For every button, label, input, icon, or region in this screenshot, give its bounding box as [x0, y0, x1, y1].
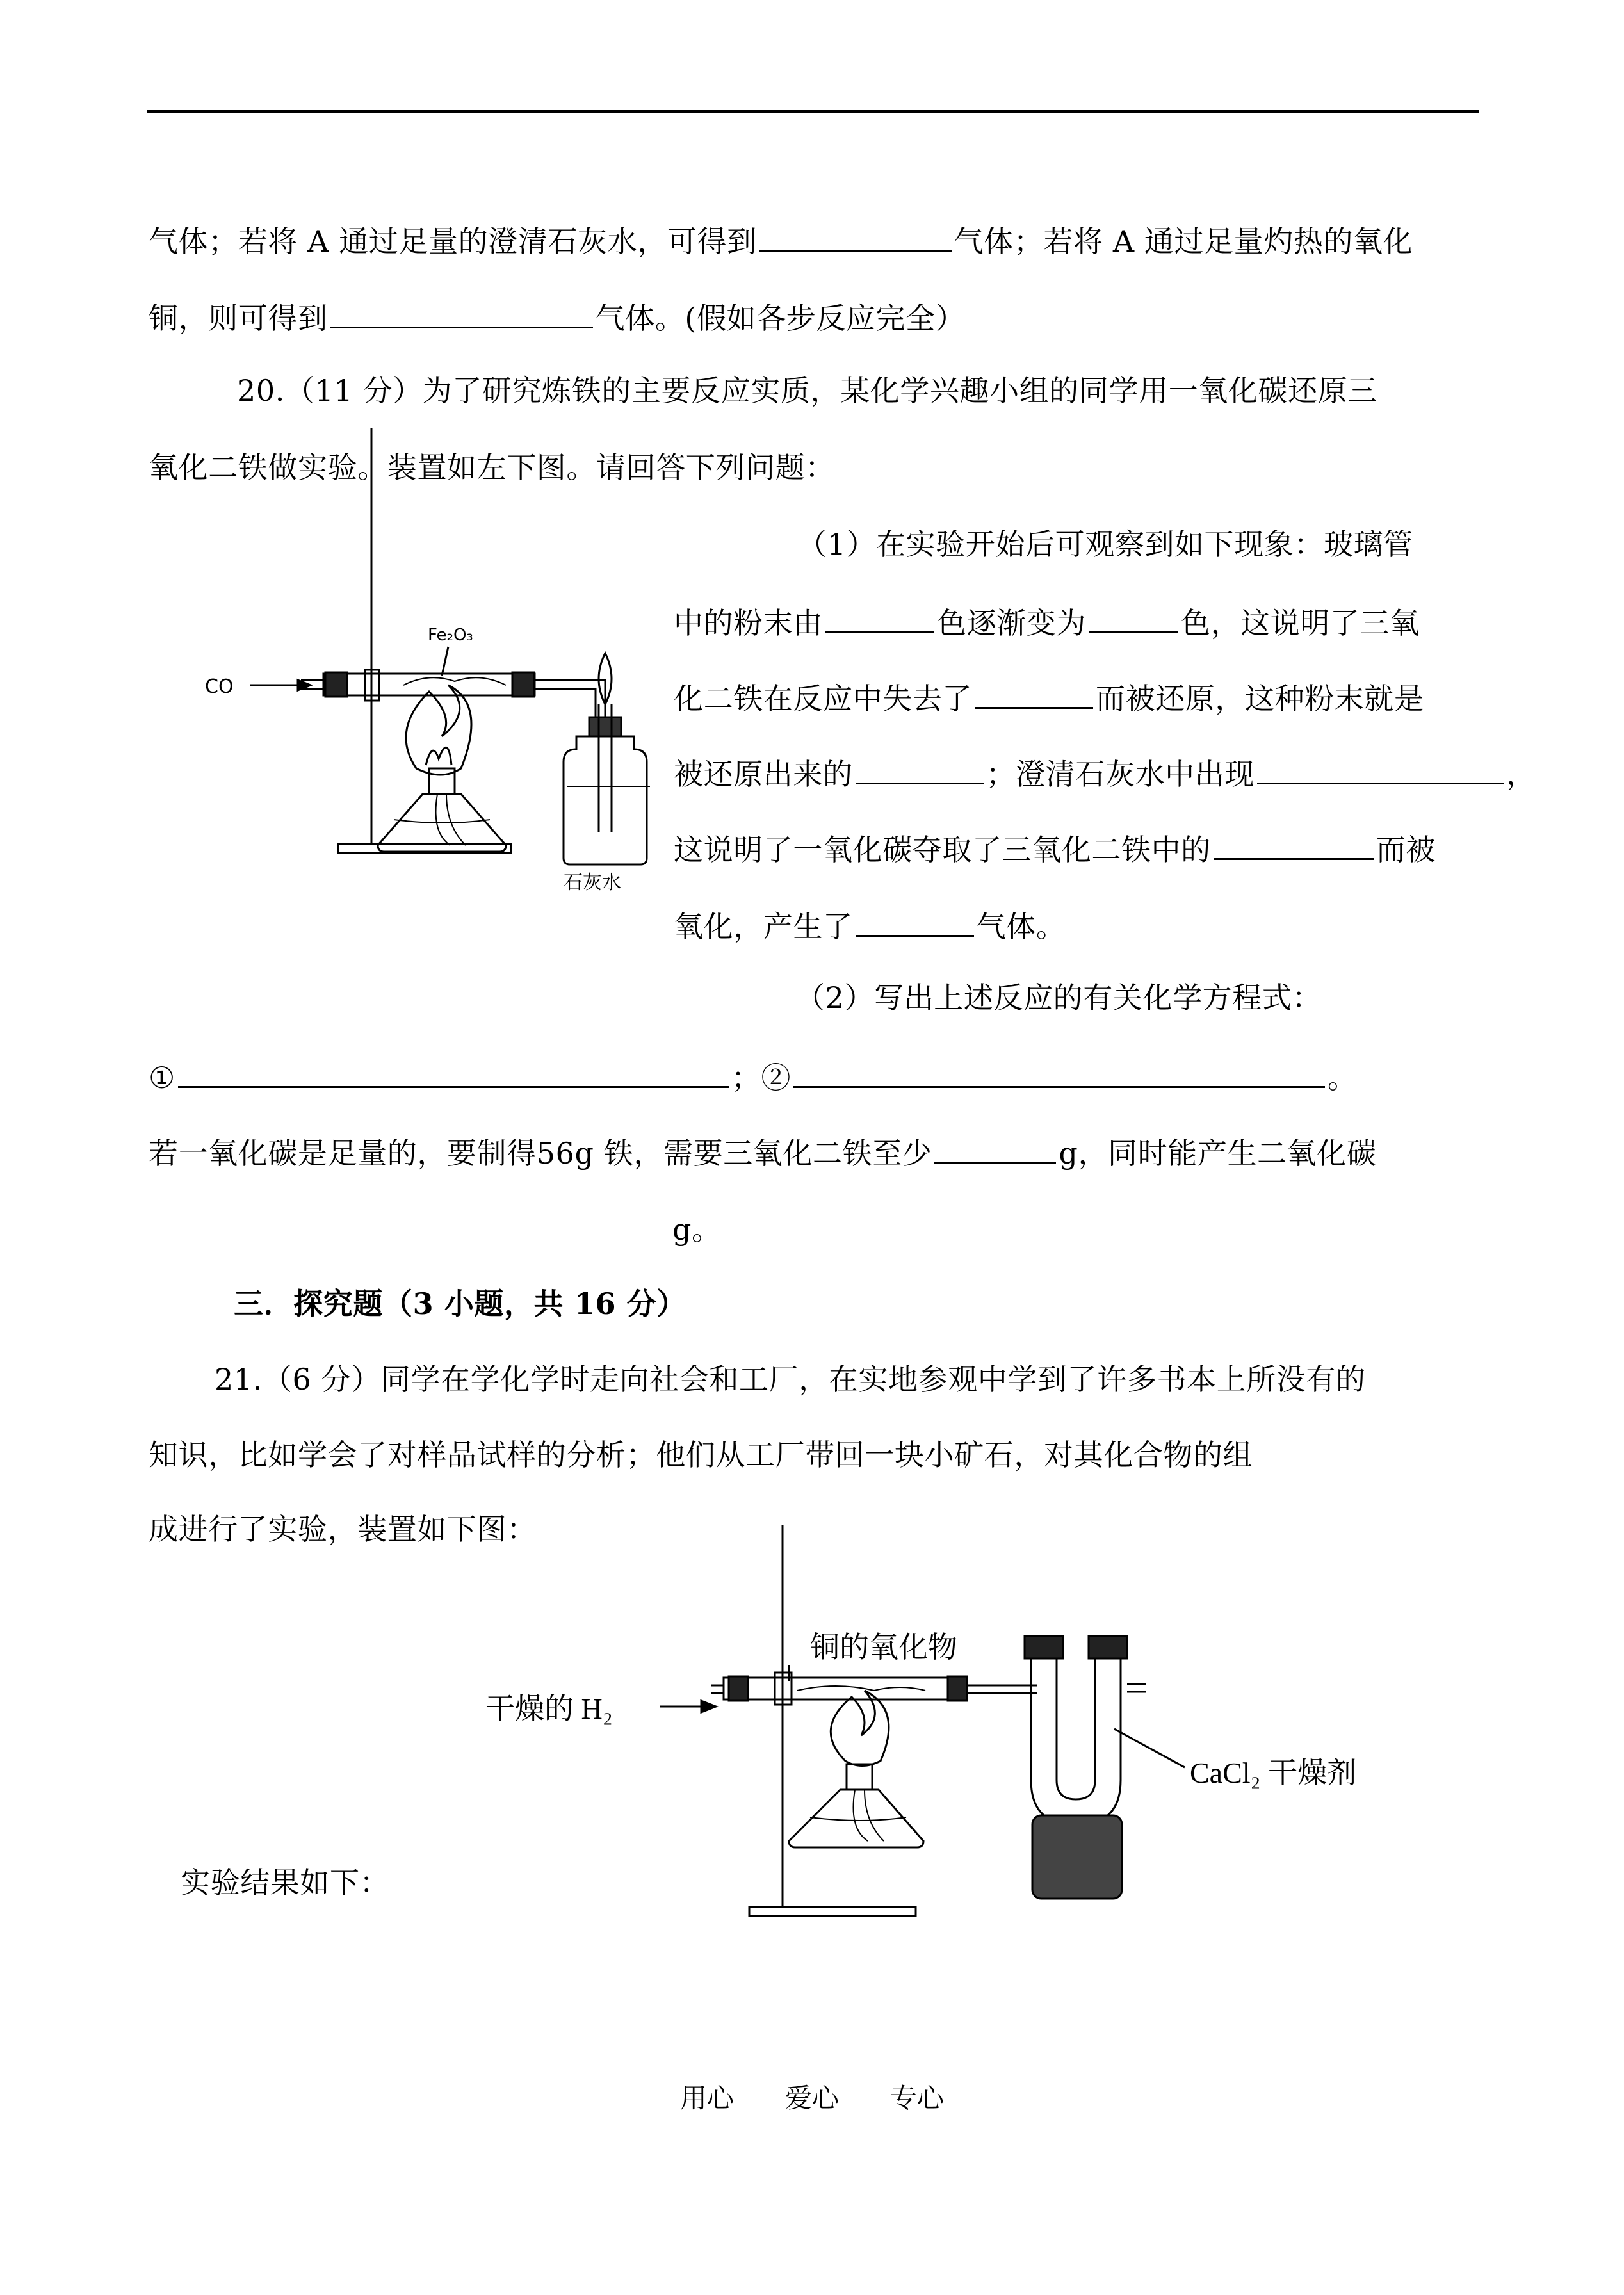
- results-label: 实验结果如下：: [181, 1865, 390, 1900]
- text-line: （1）在实验开始后可观察到如下现象：玻璃管: [797, 527, 1413, 562]
- question-20-line-2: 氧化二铁做实验。装置如左下图。请回答下列问题：: [149, 450, 835, 485]
- text-line: 中的粉末由 色逐渐变为 色，这说明了三氧: [674, 601, 1420, 642]
- question-21-line-2: 知识，比如学会了对样品试样的分析；他们从工厂带回一块小矿石，对其化合物的组: [149, 1438, 1253, 1472]
- page-footer: [0, 2077, 1624, 2116]
- text-line: 气体；若将 A 通过足量的澄清石灰水，可得到 气体；若将 A 通过足量灼热的氧化: [149, 219, 1413, 261]
- copper-oxide-label: 铜的氧化物: [810, 1631, 957, 1664]
- text-line: 这说明了一氧化碳夺取了三氧化二铁中的 而被: [674, 827, 1436, 869]
- cacl2-label: CaCl₂ 干燥剂: [1190, 1756, 1357, 1789]
- text-line: 化二铁在反应中失去了 而被还原，这种粉末就是: [674, 676, 1424, 718]
- equation-line: ① ；② 。: [149, 1055, 1358, 1097]
- limewater-label: 石灰水: [564, 872, 621, 894]
- h2-label: 干燥的 H₂: [485, 1692, 613, 1725]
- footer-text: 专心: [890, 2082, 945, 2114]
- footer-text: 用心: [679, 2082, 734, 2114]
- text-line: g。: [672, 1212, 722, 1247]
- fe2o3-label: Fe₂O₃: [428, 626, 473, 645]
- text-line: 铜，则可得到 气体。(假如各步反应完全）: [149, 296, 965, 337]
- text-line: 若一氧化碳是足量的，要制得56g 铁，需要三氧化二铁至少 g，同时能产生二氧化碳: [149, 1131, 1376, 1172]
- co-label: CO: [205, 676, 234, 698]
- question-21-line-3: 成进行了实验，装置如下图：: [149, 1512, 537, 1546]
- text-line: 被还原出来的 ；澄清石灰水中出现 ，: [674, 752, 1536, 793]
- text-line: 氧化，产生了 气体。: [674, 904, 1066, 946]
- footer-text: 爱心: [784, 2082, 839, 2114]
- section-heading: 三．探究题（3 小题，共 16 分）: [234, 1286, 686, 1321]
- question-20-line-1: 20.（11 分）为了研究炼铁的主要反应实质，某化学兴趣小组的同学用一氧化碳还原三: [237, 373, 1377, 408]
- question-21-line-1: 21.（6 分）同学在学化学时走向社会和工厂，在实地参观中学到了许多书本上所没有的: [215, 1362, 1366, 1397]
- text-line: （2）写出上述反应的有关化学方程式：: [795, 980, 1322, 1015]
